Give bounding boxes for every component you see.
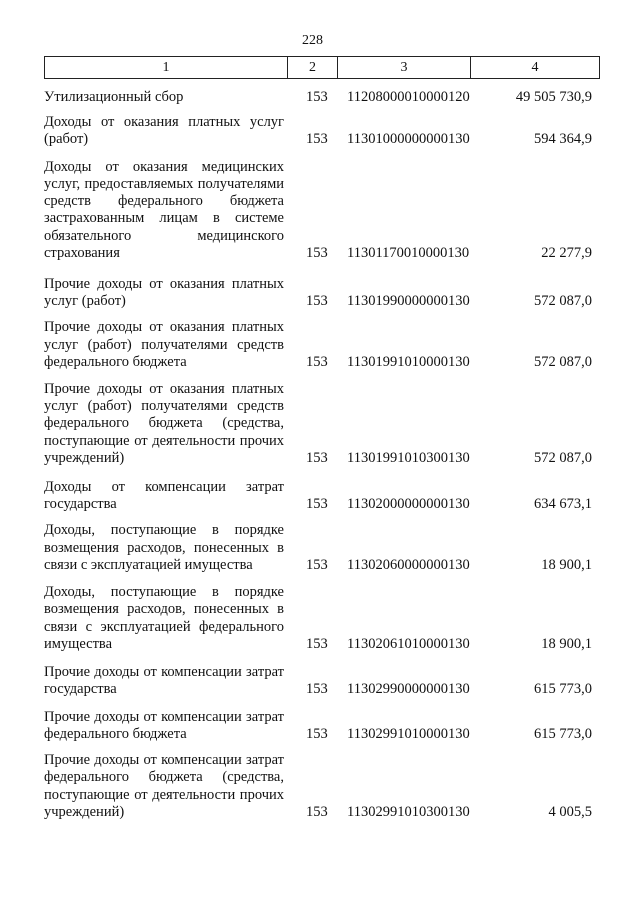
amount: 4 005,5 — [548, 803, 592, 820]
revenue-name: Доходы от оказания медицинских услуг, предоставляемых получателями средств федерального бюджета застрахованным лицам в системе обязательного медицинского страхования — [44, 158, 284, 261]
table-row — [44, 520, 600, 574]
revenue-name: Прочие доходы от оказания платных услуг (работ) получателями средств федерального бюджета (средства, поступающие от деятельности прочих учреждений) — [44, 380, 284, 466]
budget-classification-code: 11302060000000130 — [347, 556, 470, 573]
admin-code: 153 — [306, 130, 328, 147]
table-row — [44, 318, 600, 371]
amount: 572 087,0 — [534, 292, 592, 309]
budget-classification-code: 11302991010000130 — [347, 725, 470, 742]
revenue-name: Прочие доходы от компенсации затрат государства — [44, 663, 284, 697]
amount: 18 900,1 — [541, 635, 592, 652]
admin-code: 153 — [306, 635, 328, 652]
amount: 49 505 730,9 — [515, 88, 592, 105]
table-row — [44, 706, 600, 743]
admin-code: 153 — [306, 495, 328, 512]
amount: 615 773,0 — [534, 725, 592, 742]
budget-classification-code: 11301991010000130 — [347, 353, 470, 370]
column-header-3: 3 — [338, 57, 471, 78]
amount: 572 087,0 — [534, 353, 592, 370]
table-row — [44, 378, 600, 467]
page-number: 228 — [302, 33, 323, 48]
amount: 594 364,9 — [534, 130, 592, 147]
amount: 634 673,1 — [534, 495, 592, 512]
admin-code: 153 — [306, 244, 328, 261]
budget-classification-code: 11302061010000130 — [347, 635, 470, 652]
budget-classification-code: 11302000000000130 — [347, 495, 470, 512]
budget-classification-code: 11208000010000120 — [347, 88, 470, 105]
revenue-name: Прочие доходы от компенсации затрат федерального бюджета (средства, поступающие от деятельности прочих учреждений) — [44, 752, 284, 820]
column-header-2: 2 — [288, 57, 338, 78]
amount: 572 087,0 — [534, 449, 592, 466]
admin-code: 153 — [306, 449, 328, 466]
admin-code: 153 — [306, 88, 328, 105]
budget-classification-code: 11302991010300130 — [347, 803, 470, 820]
table-row — [44, 157, 600, 262]
admin-code: 153 — [306, 725, 328, 742]
revenue-name: Прочие доходы от компенсации затрат федерального бюджета — [44, 708, 284, 742]
table-row — [44, 582, 600, 653]
table-row — [44, 750, 600, 821]
amount: 22 277,9 — [541, 244, 592, 261]
column-header-1: 1 — [45, 57, 288, 78]
revenue-name: Доходы от оказания платных услуг (работ) — [44, 113, 284, 147]
budget-classification-code: 11301000000000130 — [347, 130, 470, 147]
admin-code: 153 — [306, 556, 328, 573]
revenue-name: Прочие доходы от оказания платных услуг (работ) — [44, 275, 284, 309]
table-row — [44, 86, 600, 106]
revenue-name: Доходы, поступающие в порядке возмещения расходов, понесенных в связи с эксплуатацией имущества — [44, 522, 284, 573]
table-row — [44, 661, 600, 698]
table-row — [44, 476, 600, 513]
revenue-name: Доходы от компенсации затрат государства — [44, 478, 284, 512]
admin-code: 153 — [306, 353, 328, 370]
admin-code: 153 — [306, 680, 328, 697]
admin-code: 153 — [306, 292, 328, 309]
budget-classification-code: 11302990000000130 — [347, 680, 470, 697]
table-row — [44, 272, 600, 310]
column-number-header — [44, 56, 600, 79]
revenue-name: Утилизационный сбор — [44, 88, 184, 105]
revenue-name: Прочие доходы от оказания платных услуг (работ) получателями средств федерального бюджета — [44, 319, 284, 370]
revenue-name: Доходы, поступающие в порядке возмещения расходов, понесенных в связи с эксплуатацией федерального имущества — [44, 584, 284, 652]
table-row — [44, 110, 600, 148]
budget-classification-code: 11301170010000130 — [347, 244, 470, 261]
column-header-4: 4 — [531, 59, 539, 75]
amount: 615 773,0 — [534, 680, 592, 697]
amount: 18 900,1 — [541, 556, 592, 573]
budget-classification-code: 11301991010300130 — [347, 449, 470, 466]
admin-code: 153 — [306, 803, 328, 820]
budget-classification-code: 11301990000000130 — [347, 292, 470, 309]
